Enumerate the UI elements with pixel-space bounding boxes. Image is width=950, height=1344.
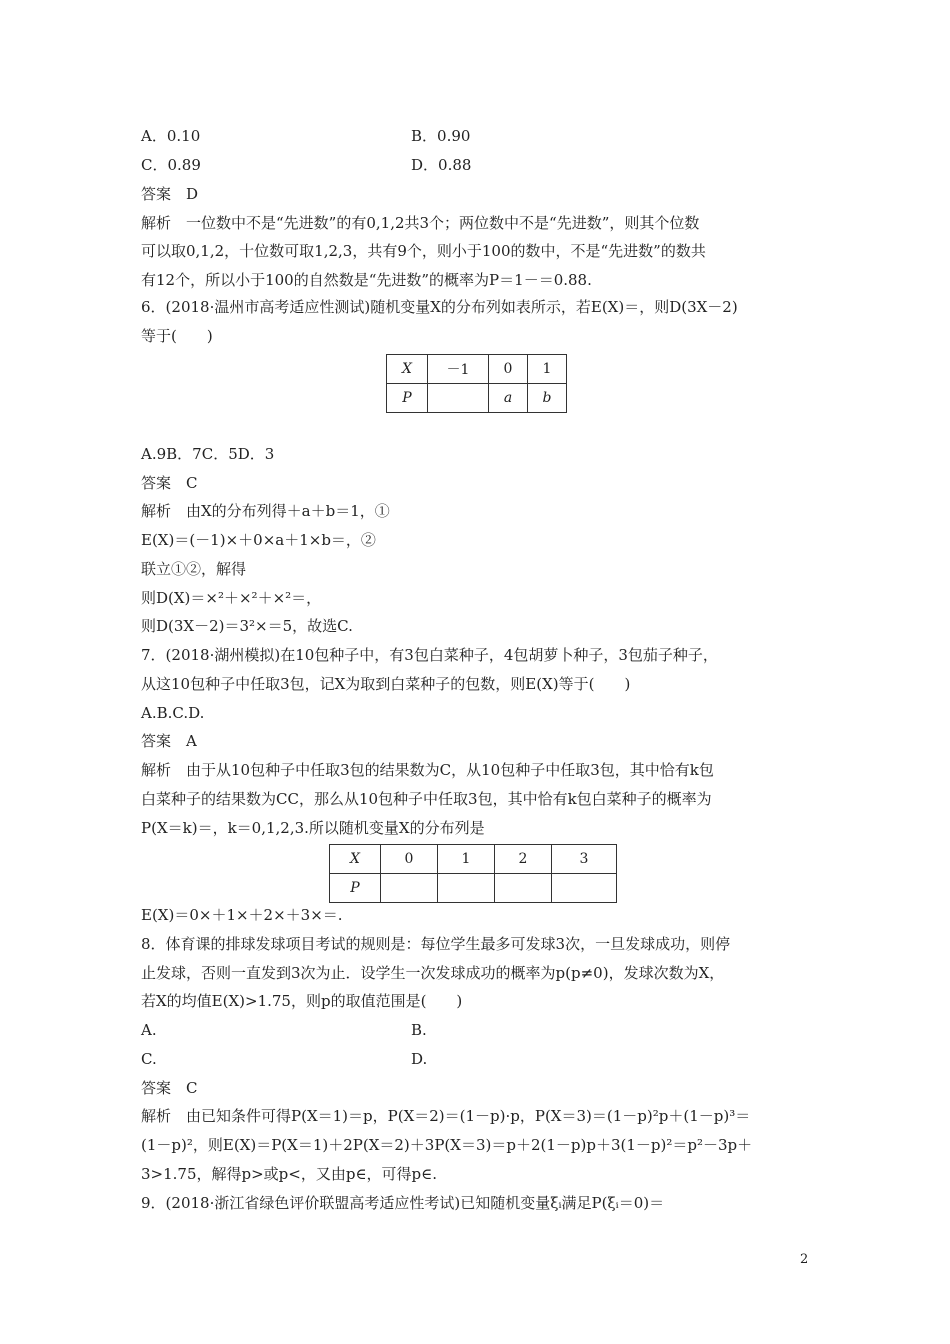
q8-explain-line: 解析 由已知条件可得P(X＝1)＝p，P(X＝2)＝(1－p)·p，P(X＝3)＝(1－p)²p＋(1－p)³＝ — [141, 1107, 751, 1125]
table-cell: b — [528, 384, 567, 413]
table-cell — [438, 874, 495, 903]
q5-option-d: D．0.88 — [411, 156, 472, 174]
q6-stem-line: 等于( ) — [141, 327, 213, 345]
q8-option-d: D. — [411, 1050, 428, 1068]
q9-stem-line: 9．(2018·浙江省绿色评价联盟高考适应性考试)已知随机变量ξᵢ满足P(ξᵢ＝0)＝ — [141, 1194, 665, 1212]
q8-explain-line: (1－p)²，则E(X)＝P(X＝1)＋2P(X＝2)＋3P(X＝3)＝p＋2(1－p)p＋3(1－p)²＝p²－3p＋ — [141, 1136, 753, 1154]
q7-explain-line: 白菜种子的结果数为CC，那么从10包种子中任取3包，其中恰有k包白菜种子的概率为 — [141, 790, 712, 808]
q6-answer: 答案 C — [141, 474, 198, 492]
table-cell: X — [387, 355, 428, 384]
q7-options: A.B.C.D. — [141, 704, 205, 722]
q5-answer: 答案 D — [141, 185, 199, 203]
q6-options: A.9B．7C．5D．3 — [141, 445, 275, 463]
q6-explain-line: 则D(3X－2)＝3²×＝5，故选C. — [141, 617, 353, 635]
q7-explain-line: P(X＝k)＝，k＝0,1,2,3.所以随机变量X的分布列是 — [141, 819, 485, 837]
q8-option-b: B. — [411, 1021, 427, 1039]
q6-explain-line: 则D(X)＝×²＋×²＋×²＝， — [141, 589, 322, 607]
q5-option-a: A．0.10 — [141, 127, 201, 145]
table-cell — [381, 874, 438, 903]
q8-explain-line: 3>1.75，解得p>或p<，又由p∈，可得p∈. — [141, 1165, 438, 1183]
table-cell: 2 — [495, 845, 552, 874]
table-row — [387, 355, 567, 384]
q7-answer: 答案 A — [141, 732, 197, 750]
table-cell: P — [330, 874, 381, 903]
q8-stem-line: 若X的均值E(X)>1.75，则p的取值范围是( ) — [141, 992, 463, 1010]
table-cell: －1 — [428, 355, 489, 384]
q8-answer: 答案 C — [141, 1079, 198, 1097]
table-cell: a — [489, 384, 528, 413]
q6-explain-line: E(X)＝(－1)×＋0×a＋1×b＝，② — [141, 531, 376, 549]
q8-option-c: C. — [141, 1050, 157, 1068]
q7-explain-line: 解析 由于从10包种子中任取3包的结果数为C，从10包种子中任取3包，其中恰有k包 — [141, 761, 714, 779]
table-cell: 1 — [438, 845, 495, 874]
q7-stem-line: 从这10包种子中任取3包，记X为取到白菜种子的包数，则E(X)等于( ) — [141, 675, 631, 693]
q6-stem-line: 6．(2018·温州市高考适应性测试)随机变量X的分布列如表所示，若E(X)＝，则D(3X－2) — [141, 298, 738, 316]
q8-option-a: A. — [141, 1021, 157, 1039]
table-row — [387, 384, 567, 413]
table-cell: 0 — [381, 845, 438, 874]
page-number: 2 — [800, 1252, 809, 1267]
table-cell: X — [330, 845, 381, 874]
table-cell: 1 — [528, 355, 567, 384]
q8-stem-line: 止发球，否则一直发到3次为止．设学生一次发球成功的概率为p(p≠0)，发球次数为X， — [141, 964, 725, 982]
q7-expectation: E(X)＝0×＋1×＋2×＋3×＝. — [141, 906, 343, 924]
table-cell: 3 — [552, 845, 617, 874]
q8-stem-line: 8．体育课的排球发球项目考试的规则是：每位学生最多可发球3次，一旦发球成功，则停 — [141, 935, 731, 953]
q5-explain-line: 解析 一位数中不是“先进数”的有0,1,2共3个；两位数中不是“先进数”，则其个位数 — [141, 214, 700, 232]
q7-stem-line: 7．(2018·湖州模拟)在10包种子中，有3包白菜种子，4包胡萝卜种子，3包茄子种子， — [141, 646, 718, 664]
table-cell — [552, 874, 617, 903]
table-cell: 0 — [489, 355, 528, 384]
table-row — [330, 874, 617, 903]
table-row — [330, 845, 617, 874]
table-cell — [428, 384, 489, 413]
q6-explain-line: 解析 由X的分布列得＋a＋b＝1，① — [141, 502, 390, 520]
q5-explain-line: 有12个，所以小于100的自然数是“先进数”的概率为P＝1－＝0.88. — [141, 271, 592, 289]
q7-distribution-table — [329, 844, 617, 903]
q5-option-c: C．0.89 — [141, 156, 201, 174]
q5-option-b: B．0.90 — [411, 127, 471, 145]
q6-distribution-table — [386, 354, 567, 413]
q5-explain-line: 可以取0,1,2，十位数可取1,2,3，共有9个，则小于100的数中，不是“先进数”的数共 — [141, 242, 706, 260]
table-cell — [495, 874, 552, 903]
q6-explain-line: 联立①②，解得 — [141, 560, 247, 578]
table-cell: P — [387, 384, 428, 413]
